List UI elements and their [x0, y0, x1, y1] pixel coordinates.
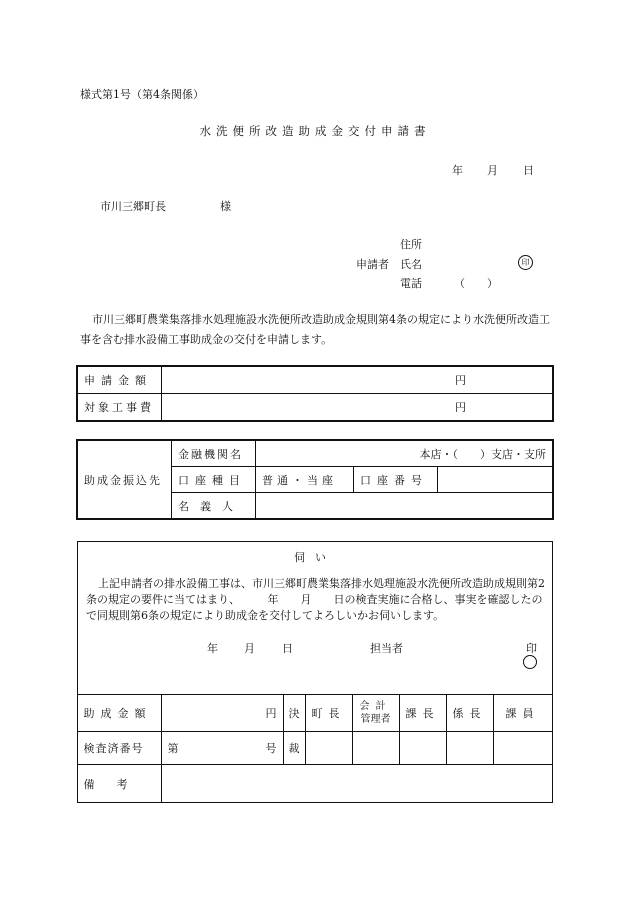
date-year: 年 [452, 164, 463, 177]
subsection-chief-stamp-cell[interactable] [446, 732, 493, 765]
yen-unit: 円 [265, 707, 277, 720]
applicant-seal-mark [518, 255, 533, 270]
form-number: 様式第1号（第4条関係） [80, 88, 204, 101]
accountant-header [352, 695, 399, 732]
account-holder-field[interactable] [256, 493, 553, 519]
date-day: 日 [523, 164, 534, 177]
inquiry-year: 年 [207, 642, 218, 655]
decision-label-top: 決 [283, 695, 305, 732]
grant-amount-label: 助成金額 [77, 695, 161, 732]
construction-cost-label: 対象工事費 [78, 394, 162, 421]
approval-table [77, 694, 553, 803]
staff-header: 課員 [493, 695, 552, 732]
account-holder-label: 名 義 人 [172, 493, 256, 519]
name-label: 氏名 [400, 258, 422, 271]
addressee-honorific: 様 [220, 200, 231, 213]
section-chief-header: 課長 [399, 695, 446, 732]
inspection-suffix: 号 [265, 742, 277, 755]
remarks-label: 備 考 [77, 765, 161, 803]
addressee: 市川三郷町長 [100, 200, 166, 213]
table-row [78, 367, 553, 394]
accountant-line-1: 会計 [359, 701, 392, 712]
grant-amount-field[interactable] [161, 695, 283, 732]
approval-box [77, 541, 553, 803]
address-label: 住所 [400, 238, 422, 251]
bank-name-label: 金融機関名 [172, 441, 256, 467]
seal-icon: 印 [518, 255, 533, 270]
staff-stamp-cell[interactable] [493, 732, 552, 765]
inspection-number-field[interactable] [161, 732, 283, 765]
yen-unit: 円 [455, 401, 466, 414]
inspection-prefix: 第 [167, 742, 179, 755]
seal-circle-icon[interactable] [523, 655, 537, 669]
construction-cost-field[interactable] [162, 394, 553, 421]
requested-amount-label: 申請金額 [78, 367, 162, 394]
accountant-line-2: 管理者 [360, 714, 391, 725]
yen-unit: 円 [455, 374, 466, 387]
table-row [78, 394, 553, 421]
table-row [78, 441, 553, 467]
bank-table [77, 440, 553, 519]
section-chief-stamp-cell[interactable] [399, 732, 446, 765]
application-statement: 市川三郷町農業集落排水処理施設水洗便所改造助成金規則第4条の規定により水洗便所改造工事を含む排水設備工事助成金の交付を申請します。 [80, 313, 550, 346]
inquiry-month: 月 [244, 642, 255, 655]
subsection-chief-header: 係長 [446, 695, 493, 732]
inspection-number-label: 検査済番号 [77, 732, 161, 765]
document-title: 水洗便所改造助成金交付申請書 [199, 124, 431, 138]
account-number-label: 口座番号 [354, 467, 438, 493]
inquiry-text: 上記申請者の排水設備工事は、市川三郷町農業集落排水処理施設水洗便所改造助成規則第2条の規定の要件に当てはまり、 年 月 日の検査実施に合格し、事実を確認したので同規則第6条の規定により助成金を交付してよろしいかお伺いします。 [86, 577, 545, 622]
branch-text: 本店・（ ）支店・支所 [419, 447, 546, 461]
date-month: 月 [487, 164, 498, 177]
table-row [77, 732, 552, 765]
phone-label: 電話 [400, 277, 422, 290]
accountant-stamp-cell[interactable] [352, 732, 399, 765]
amount-table [77, 366, 553, 421]
table-row [77, 765, 552, 803]
inquiry-heading: 伺い [294, 551, 336, 564]
table-row [77, 695, 552, 732]
phone-paren: （ ） [454, 277, 498, 290]
applicant-role: 申請者 [356, 258, 389, 271]
account-type-label: 口座種目 [172, 467, 256, 493]
mayor-header: 町長 [305, 695, 352, 732]
account-number-field[interactable] [438, 467, 553, 493]
inquiry-day: 日 [282, 642, 293, 655]
requested-amount-field[interactable] [162, 367, 553, 394]
inquiry-seal-label: 印 [526, 642, 537, 655]
person-in-charge-label: 担当者 [370, 642, 403, 655]
mayor-stamp-cell[interactable] [305, 732, 352, 765]
bank-name-field[interactable] [256, 441, 553, 467]
decision-label-bottom: 裁 [283, 732, 305, 765]
payee-section-label: 助成金振込先 [78, 441, 172, 519]
remarks-field[interactable] [161, 765, 552, 803]
account-type-options[interactable]: 普通・当座 [256, 467, 354, 493]
